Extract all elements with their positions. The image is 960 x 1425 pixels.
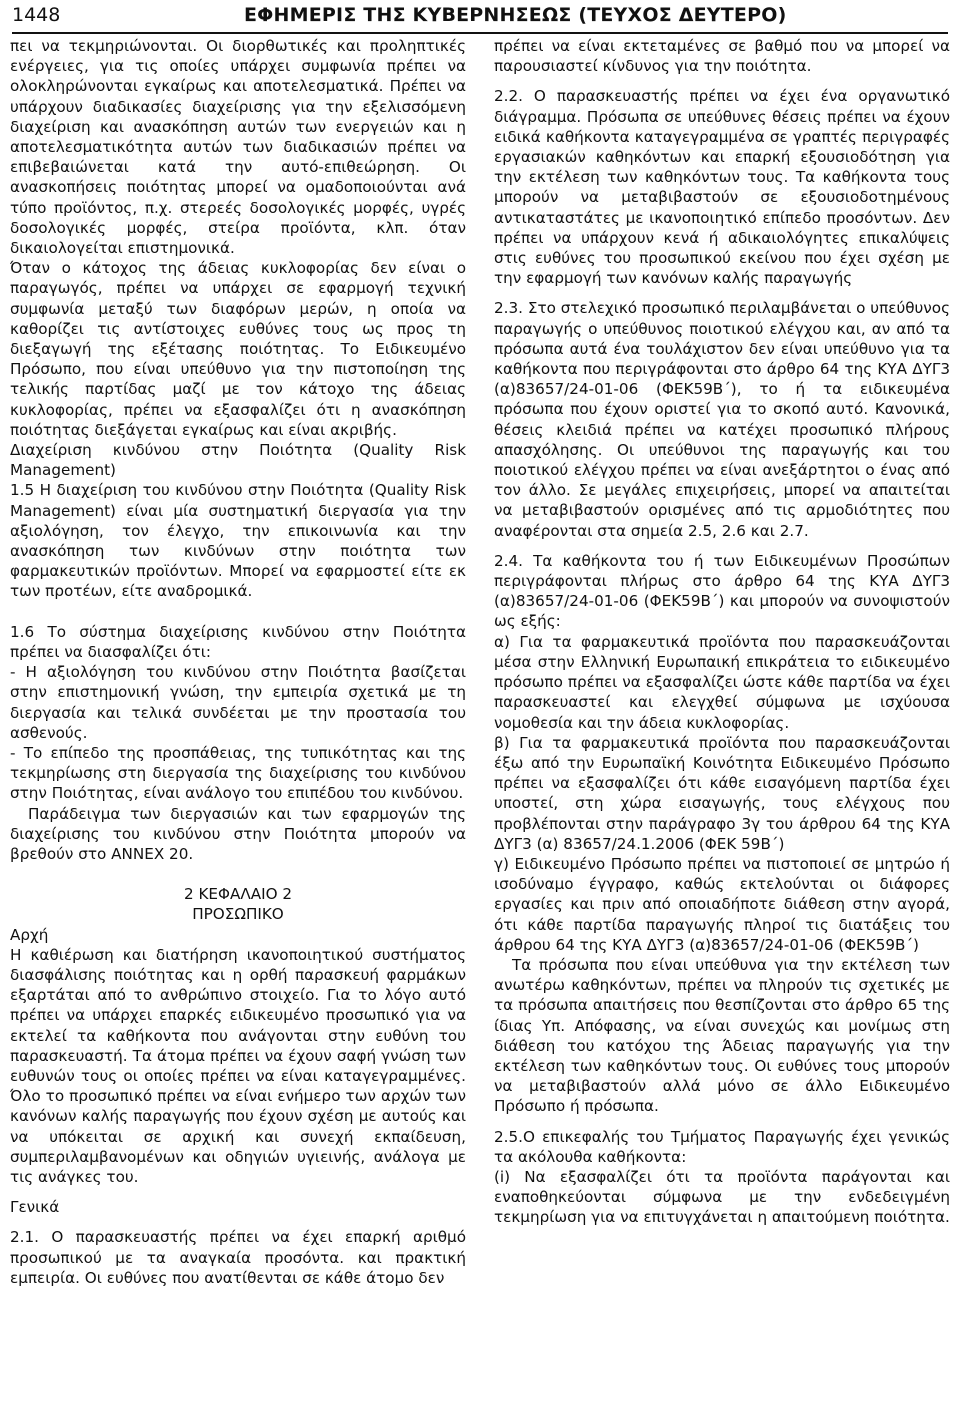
paragraph: γ) Ειδικευμένο Πρόσωπο πρέπει να πιστοποιεί σε μητρώο ή ισοδύναμο έγγραφο, καθώς εκτελούνται οι διάφορες εργασίες και πριν από οποιαδήποτε διάθεση στην αγορά, ότι κάθε παρτίδα παραγωγής πληροί τις διατάξεις του άρθρου 64 της ΚΥΑ ΔΥΓ3 (α)83657/24-01-06 (ΦΕΚ59Β΄)	[494, 854, 950, 954]
paragraph: β) Για τα φαρμακευτικά προϊόντα που παρασκευάζονται έξω από την Ευρωπαϊκή Κοινότητα Ειδικευμένο Πρόσωπο πρέπει να εξασφαλίζει ότι κάθε εισαγόμενη παρτίδα έχει υποστεί, στη χώρα εισαγωγής, τους ελέγχους που προβλέπονται στην παράγραφο 3γ του άρθρου 64 της ΚΥΑ ΔΥΓ3 (α) 83657/24.1.2006 (ΦΕΚ 59Β΄)	[494, 733, 950, 853]
paragraph: 2.2. Ο παρασκευαστής πρέπει να έχει ένα οργανωτικό διάγραμμα. Πρόσωπα σε υπεύθυνες θέσεις πρέπει να έχουν ειδικά καθήκοντα καταγεγραμμένα σε γραπτές περιγραφές εργασιακών καθηκόντων και επαρκή εξουσιοδότηση για την εκτέλεση των καθηκόντων τους. Τα καθήκοντα τους μπορούν να μεταβιβαστούν σε εξουσιοδοτημένους αντικαταστάτες με ικανοποιητικό επίπεδο προσόντων. Δεν πρέπει να υπάρχουν κενά ή αδικαιολόγητες επικαλύψεις στις ευθύνες του προσωπικού εκείνου που έχει σχέση με την εφαρμογή των κανόνων καλής παραγωγής	[494, 87, 950, 288]
paragraph: Τα πρόσωπα που είναι υπεύθυνα για την εκτέλεση των ανωτέρω καθηκόντων, πρέπει να πληρούν τις σχετικές με τα πρόσωπα απαιτήσεις που θεσπίζονται στο άρθρο 65 της ίδιας Υπ. Απόφασης, να είναι συνεχώς και μονίμως στη διάθεση του κατόχου της Άδειας παραγωγής για την εκτέλεση των καθηκόντων τους. Οι ευθύνες τους μπορούν να μεταβιβαστούν αλλά μόνο σε άλλο Ειδικευμένο Πρόσωπο ή πρόσωπα.	[494, 955, 950, 1116]
paragraph: (i) Να εξασφαλίζει ότι τα προϊόντα παράγονται και εναποθηκεύονται σύμφωνα με την ενδεδειγμένη τεκμηρίωση για να επιτυγχάνεται η απαιτούμενη ποιότητα.	[494, 1167, 950, 1227]
paragraph: 2.4. Τα καθήκοντα του ή των Ειδικευμένων Προσώπων περιγράφονται πλήρως στο άρθρο 64 της ΚΥΑ ΔΥΓ3 (α)83657/24-01-06 (ΦΕΚ59Β΄) και μπορούν να συνοψιστούν ως εξής:	[494, 551, 950, 631]
right-column	[494, 36, 950, 1421]
subheading: Αρχή	[10, 925, 49, 944]
gazette-title: ΕΦΗΜΕΡΙΣ ΤΗΣ ΚΥΒΕΡΝΗΣΕΩΣ (ΤΕΥΧΟΣ ΔΕΥΤΕΡΟ)	[244, 4, 787, 26]
paragraph: - Η αξιολόγηση του κινδύνου στην Ποιότητα βασίζεται στην επιστημονική γνώση, την εμπειρία σχετικά με τη διεργασία και τελικά συνδέεται με την προστασία του ασθενούς.	[10, 663, 466, 742]
paragraph: α) Για τα φαρμακευτικά προϊόντα που παρασκευάζονται μέσα στην Ελληνική Ευρωπαική επικράτεια το ειδικευμένο πρόσωπο πρέπει να εξασφαλίζει ώστε κάθε παρτίδα να έχει παρασκευαστεί και ελεγχθεί σύμφωνα με ισχύουσα νομοθεσία και την άδεια κυκλοφορίας.	[494, 632, 950, 732]
header-rule	[12, 32, 948, 34]
page-number: 1448	[12, 4, 61, 26]
paragraph: Η καθιέρωση και διατήρηση ικανοποιητικού συστήματος διασφάλισης ποιότητας και η ορθή παρασκευή φαρμάκων εξαρτάται από το ανθρώπινο στοιχείο. Για το λόγο αυτό πρέπει να υπάρχει επαρκές ειδικευμένο προσωπικό για να εκτελεί τα καθήκοντα που ανάγονται στην ευθύνη του παρασκευαστή. Τα άτομα πρέπει να έχουν σαφή γνώση των ευθυνών τους οι οποίες πρέπει να είναι καταγεγραμμένες. Όλο το προσωπικό πρέπει να είναι ενήμερο των αρχών των κανόνων καλής παραγωγής που έχουν σχέση με αυτούς και να υπόκειται σε αρχική και συνεχή εκπαίδευση, συμπεριλαμβανομένων και οδηγιών υγιεινής, ανάλογα με τις ανάγκες του.	[10, 945, 466, 1186]
paragraph: πρέπει να είναι εκτεταμένες σε βαθμό που να μπορεί να παρουσιαστεί κίνδυνος για την ποιότητα.	[494, 37, 950, 76]
paragraph: 2.3. Στο στελεχικό προσωπικό περιλαμβάνεται ο υπεύθυνος παραγωγής ο υπεύθυνος ποιοτικού ελέγχου και, αν από τα πρόσωπα αυτά ένα τουλάχιστον δεν είναι υπεύθυνο για τα καθήκοντα που περιγράφονται στο άρθρο 64 της ΚΥΑ ΔΥΓ3 (α)83657/24-01-06 (ΦΕΚ59Β΄), το ή τα ειδικευμένα πρόσωπα που έχουν οριστεί για το σκοπό αυτό. Κανονικά, θέσεις κλειδιά πρέπει να κατέχει προσωπικό πλήρους απασχόλησης. Οι υπεύθυνοι της παραγωγής και του ποιοτικού ελέγχου πρέπει να είναι ανεξάρτητοι ο ένας από τον άλλο. Σε μεγάλες επιχειρήσεις, μπορεί να απαιτείται να μεταβιβαστούν ορισμένες από τις αρμοδιότητες που αναφέρονται στα σημεία 2.5, 2.6 και 2.7.	[494, 299, 950, 540]
paragraph: 2.1. Ο παρασκευαστής πρέπει να έχει επαρκή αριθμό προσωπικού με τα αναγκαία προσόντα. και πρακτική εμπειρία. Οι ευθύνες που ανατίθενται σε κάθε άτομο δεν	[10, 1228, 466, 1287]
section-heading: Διαχείριση κινδύνου στην Ποιότητα (Quality Risk Management)	[10, 441, 466, 480]
paragraph: Όταν ο κάτοχος της άδειας κυκλοφορίας δεν είναι ο παραγωγός, πρέπει να υπάρχει σε εφαρμογή τεχνική συμφωνία μεταξύ των διαφόρων μερών, η οποία να καθορίζει τις αντίστοιχες ευθύνες τους ως προς τη διεξαγωγή της εξέτασης ποιότητας. Το Ειδικευμένο Πρόσωπο, που είναι υπεύθυνο για την πιστοποίηση της τελικής παρτίδας μαζί με τον κάτοχο της άδειας κυκλοφορίας, πρέπει να εξασφαλίζει ότι η ανασκόπηση ποιότητας διεξάγεται εγκαίρως και είναι ακριβής.	[10, 259, 466, 439]
paragraph: - Το επίπεδο της προσπάθειας, της τυπικότητας και της τεκμηρίωσης στη διεργασία της διαχείρισης του κινδύνου στην Ποιότητας, είναι ανάλογο του επιπέδου του κινδύνου.	[10, 743, 466, 803]
paragraph: Παράδειγμα των διεργασιών και των εφαρμογών της διαχείρισης του κινδύνου στην Ποιότητα μπορούν να βρεθούν στο ANNEX 20.	[10, 804, 466, 863]
chapter-title: ΠΡΟΣΩΠΙΚΟ	[192, 905, 284, 924]
left-column	[10, 36, 466, 1421]
paragraph: 1.5 Η διαχείριση του κινδύνου στην Ποιότητα (Quality Risk Management) είναι μία συστηματική διεργασία για την αξιολόγηση, τον έλεγχο, την επικοινωνία και την ανασκόπηση των κινδύνων στην ποιότητα των φαρμακευτικών προϊόντων. Μπορεί να εφαρμοστεί είτε εκ των προτέων, είτε αναδρομικά.	[10, 481, 466, 601]
paragraph: πει να τεκμηριώνονται. Οι διορθωτικές και προληπτικές ενέργειες, για τις οποίες υπάρχει συμφωνία πρέπει να ολοκληρώνονται εγκαίρως και αποτελεσματικά. Πρέπει να υπάρχουν διαδικασίες διαχείρισης για την εξελισσόμενη διαχείριση και ανασκόπηση αυτών των ενεργειών και η αποτελεσματικότητα αυτών των διαδικασιών πρέπει να επιβεβαιώνεται κατά την αυτό-επιθεώρηση. Οι ανασκοπήσεις ποιότητας μπορεί να ομαδοποιούνται ανά τύπο προϊόντος, π.χ. στερεές δοσολογικές μορφές, υγρές δοσολογικές μορφές, στείρα προϊόντα, κλπ. όταν δικαιολογείται επιστημονικά.	[10, 37, 466, 258]
paragraph: 1.6 Το σύστημα διαχείρισης κινδύνου στην Ποιότητα πρέπει να διασφαλίζει ότι:	[10, 622, 466, 661]
page-header	[12, 0, 948, 36]
paragraph: 2.5.Ο επικεφαλής του Τμήματος Παραγωγής έχει γενικώς τα ακόλουθα καθήκοντα:	[494, 1127, 950, 1166]
subheading: Γενικά	[10, 1198, 60, 1217]
chapter-heading: 2 ΚΕΦΑΛΑΙΟ 2	[183, 885, 293, 904]
